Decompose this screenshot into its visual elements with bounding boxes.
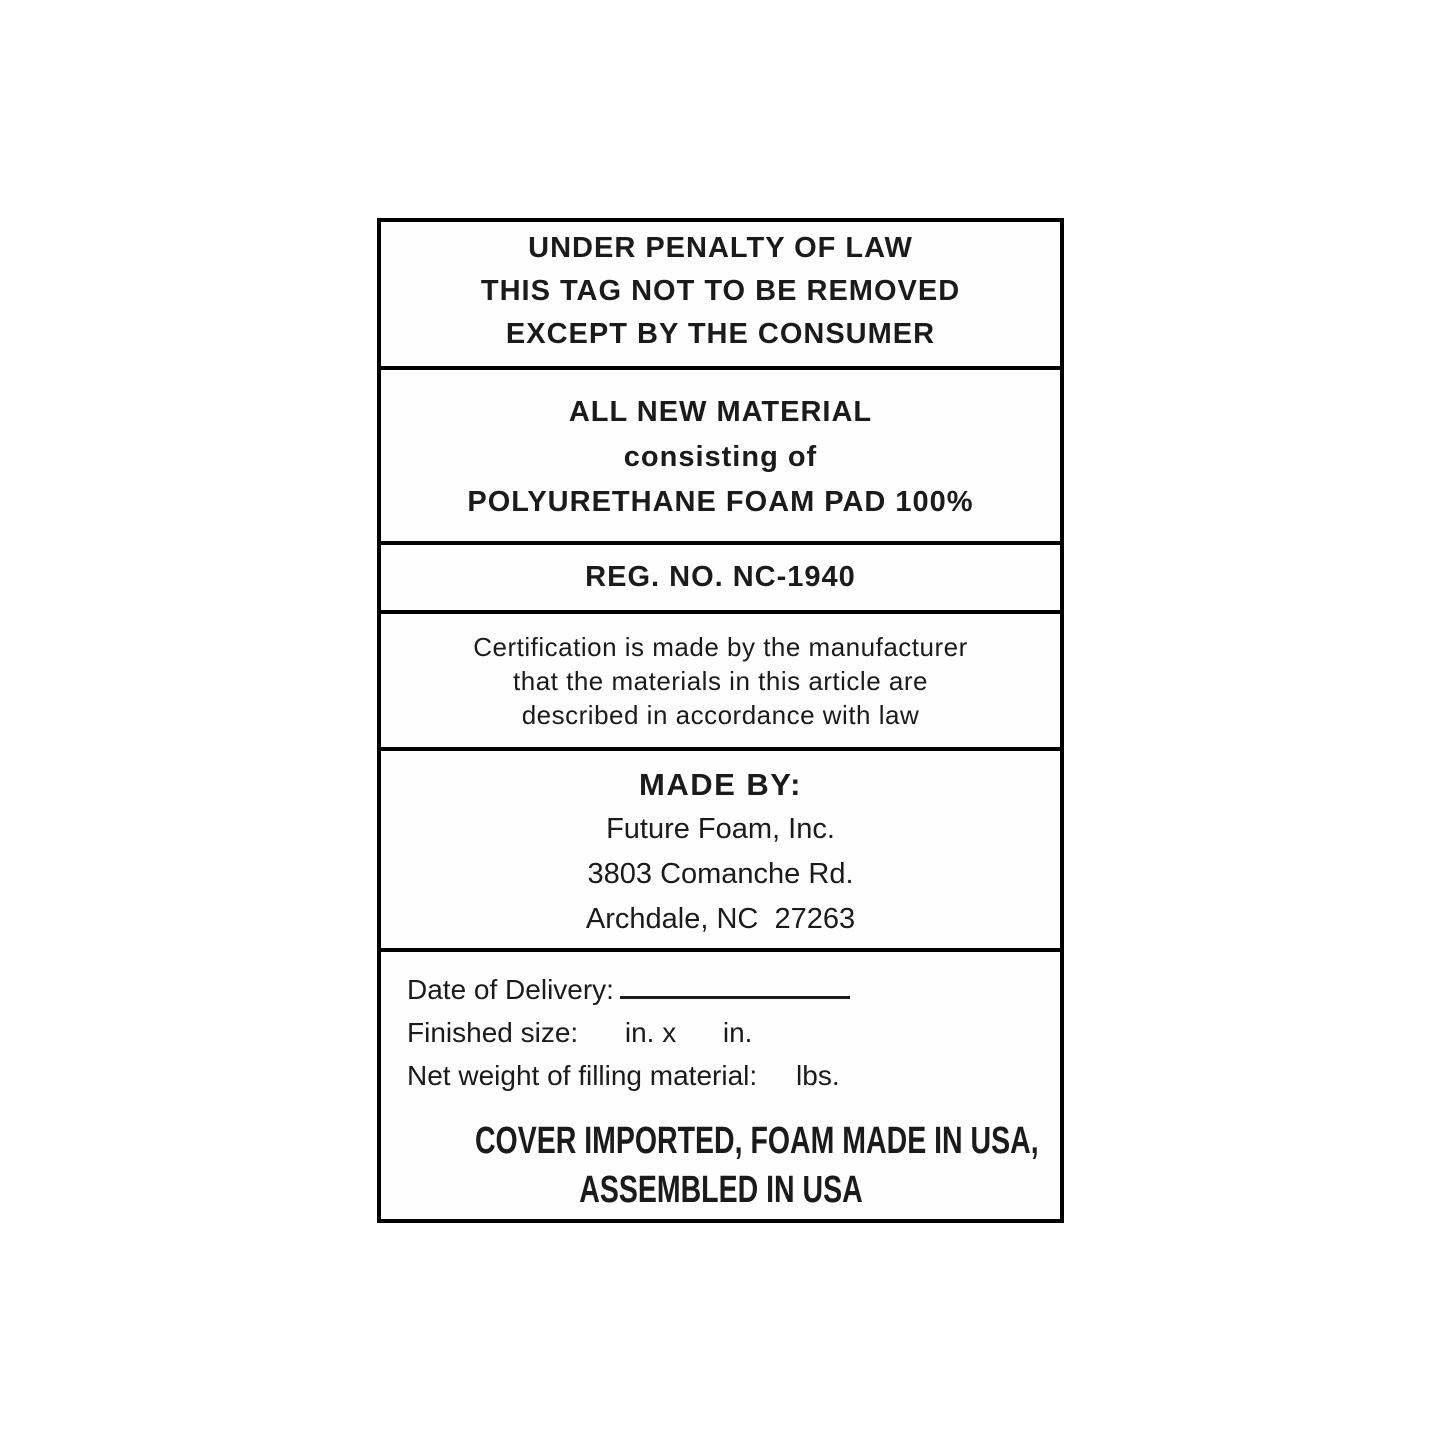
material-line: ALL NEW MATERIAL [568,396,873,428]
origin-statement-line: ASSEMBLED IN USA [578,1169,863,1211]
law-tag [377,218,1064,1223]
registration-section [381,545,1060,614]
date-of-delivery-line [407,968,1060,1011]
material-section [381,370,1060,545]
details-section [381,952,1060,1219]
penalty-line: THIS TAG NOT TO BE REMOVED [480,275,961,307]
material-line: POLYURETHANE FOAM PAD 100% [467,486,974,518]
finished-size-line: Finished size: in. x in. [407,1017,753,1048]
certification-section [381,614,1060,751]
made-by-heading: MADE BY: [639,767,802,802]
certification-line: Certification is made by the manufacturer [473,632,968,662]
origin-statement-line: COVER IMPORTED, FOAM MADE IN USA, [474,1120,1039,1162]
manufacturer-street: 3803 Comanche Rd. [587,858,854,890]
fill-in-details [381,952,1060,1097]
origin-statement [381,1117,1060,1215]
net-weight-line: Net weight of filling material: lbs. [407,1060,840,1091]
penalty-line: UNDER PENALTY OF LAW [528,232,913,264]
certification-line: that the materials in this article are [513,666,928,696]
made-by-section [381,751,1060,952]
penalty-notice-section [381,222,1060,370]
registration-number: REG. NO. NC-1940 [585,561,856,593]
material-line: consisting of [623,441,818,473]
penalty-line: EXCEPT BY THE CONSUMER [505,318,936,350]
date-of-delivery-blank [620,971,850,999]
date-of-delivery-label: Date of Delivery: [407,974,614,1005]
manufacturer-name: Future Foam, Inc. [606,813,835,845]
manufacturer-city-state-zip: Archdale, NC 27263 [585,903,856,935]
certification-line: described in accordance with law [521,700,920,730]
